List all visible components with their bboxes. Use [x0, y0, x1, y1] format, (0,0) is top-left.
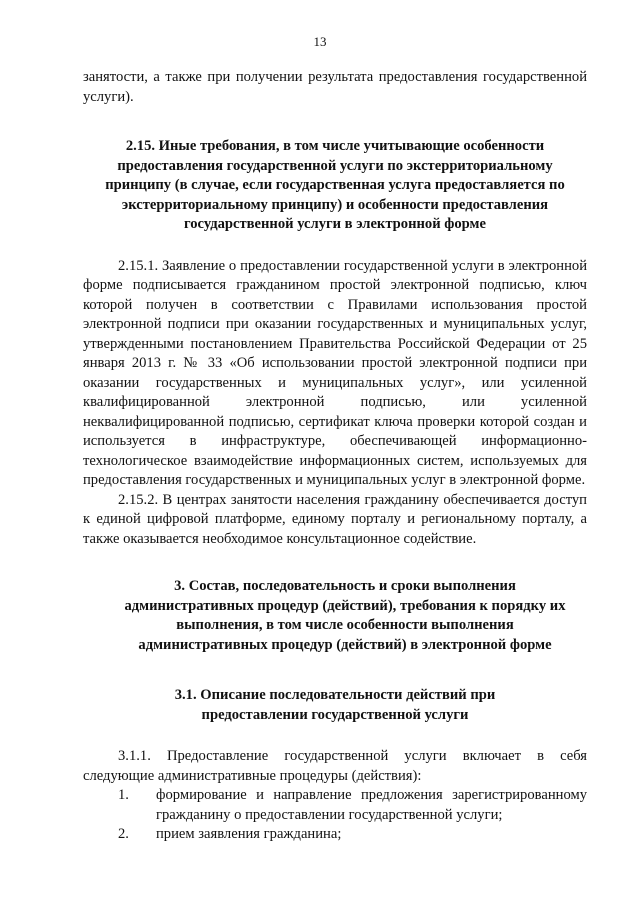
paragraph-2-15-2: 2.15.2. В центрах занятости населения гражданину обеспечивается доступ к единой цифровой платформе, единому порталу и региональному порталу, а также оказывается необходимое консультационное содействие.	[83, 491, 587, 547]
list-item-text: прием заявления гражданина;	[156, 826, 342, 842]
list-item	[83, 786, 587, 825]
list-item	[83, 825, 587, 845]
paragraph-2-15-1: 2.15.1. Заявление о предоставлении государственной услуги в электронной форме подписывается гражданином простой электронной подписью, ключ которой получен в соответствии с Правилами использования простой электронной подписи при оказании государственных и муниципальных услуг, утвержденными постановлением Правительства Российской Федерации от 25 января 2013 г. № 33 «Об использовании простой электронной подписи при оказании государственных и муниципальных услуг», или усиленной квалифицированной электронной подписью, или усиленной неквалифицированной подписью, сертификат ключа проверки которой создан и используется в инфраструктуре, обеспечивающей информационно-технологическое взаимодействие информационных систем, используемых для предоставления государственных и муниципальных услуг в электронной форме.	[83, 257, 587, 488]
document-body	[83, 68, 587, 845]
section-2-15-heading: 2.15. Иные требования, в том числе учитывающие особенности предоставления государственной услуги по экстерриториальному принципу (в случае, если государственная услуга предоставляется по экстерриториальному принципу) и особенности предоставления государственной услуги в электронной форме	[105, 138, 565, 232]
section-3-heading: 3. Состав, последовательность и сроки выполнения административных процедур (действий), требования к порядку их выполнения, в том числе особенности выполнения административных процедур (действий) в электронной форме	[124, 578, 566, 653]
paragraph-3-1-1: 3.1.1. Предоставление государственной услуги включает в себя следующие административные процедуры (действия):	[83, 748, 587, 784]
section-3-1-heading: 3.1. Описание последовательности действий при предоставлении государственной услуги	[174, 687, 496, 723]
list-item-number: 2.	[118, 826, 129, 842]
list-item-text: формирование и направление предложения зарегистрированному гражданину о предоставлении государственной услуги;	[156, 787, 587, 823]
list-item-number: 1.	[118, 787, 129, 803]
procedures-list	[83, 786, 587, 845]
page-number: 13	[313, 34, 327, 49]
continuation-paragraph: занятости, а также при получении результата предоставления государственной услуги).	[83, 69, 587, 105]
